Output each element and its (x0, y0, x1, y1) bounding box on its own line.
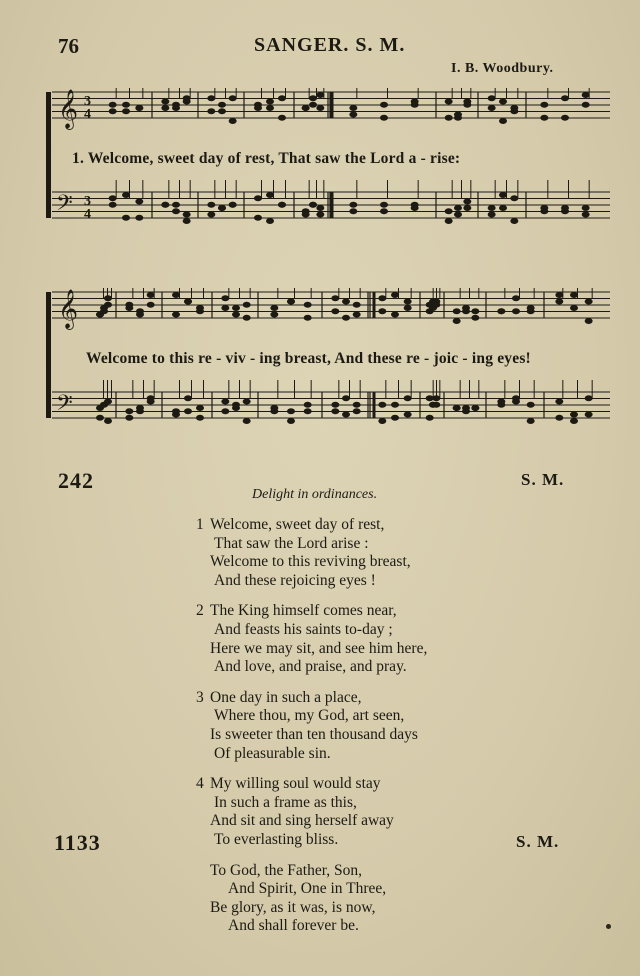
note-head (172, 292, 180, 298)
time-signature: 3 (84, 94, 91, 109)
note-head (183, 212, 191, 218)
note-head (232, 305, 240, 311)
doxology-verse (210, 862, 386, 936)
note-head (463, 99, 471, 105)
note-head (391, 292, 399, 298)
hymn-verses (196, 516, 427, 862)
verse-line: Here we may sit, and see him here, (210, 639, 428, 657)
note-head (432, 395, 440, 401)
note-head (109, 195, 117, 201)
note-head (304, 408, 312, 414)
note-head (353, 402, 361, 408)
note-head (304, 315, 312, 321)
note-head (172, 412, 180, 418)
note-head (561, 205, 569, 211)
time-signature: 4 (84, 207, 91, 222)
note-head (221, 408, 229, 414)
note-head (555, 415, 563, 421)
verse (196, 775, 427, 849)
note-head (270, 312, 278, 318)
note-head (585, 412, 593, 418)
note-head (527, 402, 535, 408)
note-head (555, 292, 563, 298)
verse-line: And feasts his saints to-day ; (214, 620, 393, 638)
time-signature: 4 (84, 107, 91, 122)
note-head (125, 408, 133, 414)
note-head (183, 218, 191, 224)
note-head (229, 202, 237, 208)
treble-clef: 𝄞 (58, 289, 79, 329)
note-head (582, 212, 590, 218)
note-head (380, 202, 388, 208)
note-head (471, 405, 479, 411)
note-head (172, 208, 180, 214)
note-head (499, 205, 507, 211)
note-head (196, 415, 204, 421)
note-head (270, 305, 278, 311)
note-head (147, 399, 155, 405)
note-head (104, 418, 112, 424)
note-head (561, 115, 569, 121)
note-head (125, 305, 133, 311)
note-head (391, 402, 399, 408)
note-head (380, 208, 388, 214)
bass-clef: 𝄢 (56, 191, 73, 221)
note-head (266, 99, 274, 105)
note-head (278, 202, 286, 208)
verse-line: My willing soul would stay (210, 775, 381, 793)
note-head (510, 108, 518, 114)
note-head (136, 408, 144, 414)
note-head (122, 215, 130, 221)
note-head (331, 295, 339, 301)
note-head (135, 199, 143, 205)
note-head (512, 308, 520, 314)
note-head (391, 415, 399, 421)
note-head (432, 299, 440, 305)
note-head (316, 105, 324, 111)
tune-title: SANGER. S. M. (254, 34, 406, 56)
note-head (380, 115, 388, 121)
note-head (207, 202, 215, 208)
note-head (342, 315, 350, 321)
note-head (172, 202, 180, 208)
note-head (378, 418, 386, 424)
note-head (218, 205, 226, 211)
note-head (287, 299, 295, 305)
note-head (378, 295, 386, 301)
note-head (462, 405, 470, 411)
note-head (488, 95, 496, 101)
note-head (499, 118, 507, 124)
note-head (471, 315, 479, 321)
time-signature: 3 (84, 194, 91, 209)
note-head (109, 108, 117, 114)
note-head (287, 418, 295, 424)
note-head (453, 405, 461, 411)
note-head (404, 299, 412, 305)
note-head (184, 299, 192, 305)
note-head (109, 202, 117, 208)
verse-line: And shall forever be. (228, 917, 359, 935)
note-head (243, 302, 251, 308)
note-head (161, 105, 169, 111)
note-head (570, 418, 578, 424)
verse-number: 1 (196, 516, 204, 533)
note-head (488, 212, 496, 218)
note-head (404, 395, 412, 401)
verse-line: Of pleasurable sin. (214, 744, 331, 762)
note-head (353, 408, 361, 414)
verse-number: 2 (196, 602, 204, 620)
note-head (462, 305, 470, 311)
note-head (278, 115, 286, 121)
lyric-line-2: Welcome to this re - viv - ing breast, And these re - joic - ing eyes! (86, 350, 531, 367)
note-head (540, 208, 548, 214)
verse-number: 4 (196, 775, 204, 793)
note-head (147, 292, 155, 298)
note-head (316, 92, 324, 98)
note-head (411, 202, 419, 208)
verse-line: Is sweeter than ten thousand days (210, 725, 418, 743)
note-head (380, 102, 388, 108)
note-head (454, 212, 462, 218)
note-head (304, 402, 312, 408)
note-head (221, 295, 229, 301)
note-head (404, 305, 412, 311)
note-head (411, 102, 419, 108)
bass-clef: 𝄢 (56, 391, 73, 421)
verse-line: And sit and sing herself away (210, 812, 394, 830)
system-brace (46, 292, 51, 418)
verse-line: To everlasting bliss. (214, 830, 339, 848)
note-head (454, 115, 462, 121)
note-head (426, 415, 434, 421)
verse (196, 602, 427, 676)
verse (196, 689, 427, 763)
doxology-number: 1133 (54, 830, 101, 855)
note-head (122, 108, 130, 114)
verse (196, 516, 427, 590)
note-head (582, 205, 590, 211)
note-head (232, 312, 240, 318)
note-head (497, 308, 505, 314)
doxology-meter: S. M. (516, 832, 560, 851)
note-head (555, 299, 563, 305)
note-head (540, 115, 548, 121)
note-head (527, 305, 535, 311)
note-head (404, 412, 412, 418)
verse-line: That saw the Lord arise : (214, 534, 369, 552)
note-head (104, 295, 112, 301)
note-head (221, 399, 229, 405)
note-head (512, 295, 520, 301)
note-head (582, 92, 590, 98)
note-head (316, 205, 324, 211)
note-head (570, 292, 578, 298)
note-head (585, 395, 593, 401)
note-head (147, 302, 155, 308)
note-head (453, 318, 461, 324)
note-head (183, 99, 191, 105)
note-head (196, 305, 204, 311)
verse-line: Where thou, my God, art seen, (214, 707, 405, 725)
note-head (122, 102, 130, 108)
verse-number: 3 (196, 688, 204, 706)
note-head (342, 395, 350, 401)
note-head (254, 215, 262, 221)
note-head (161, 99, 169, 105)
note-head (254, 105, 262, 111)
note-head (342, 299, 350, 305)
note-head (229, 118, 237, 124)
note-head (585, 299, 593, 305)
note-head (229, 95, 237, 101)
note-head (161, 202, 169, 208)
note-head (266, 105, 274, 111)
note-head (122, 192, 130, 198)
note-head (510, 218, 518, 224)
note-head (445, 208, 453, 214)
note-head (570, 305, 578, 311)
note-head (378, 402, 386, 408)
note-head (555, 399, 563, 405)
note-head (512, 399, 520, 405)
note-head (184, 408, 192, 414)
note-head (349, 208, 357, 214)
note-head (243, 399, 251, 405)
note-head (218, 102, 226, 108)
note-head (287, 408, 295, 414)
note-head (349, 105, 357, 111)
note-head (331, 308, 339, 314)
verse-line: And these rejoicing eyes ! (214, 571, 376, 589)
note-head (278, 95, 286, 101)
note-head (582, 102, 590, 108)
verse-line: One day in such a place, (210, 688, 362, 706)
note-head (463, 205, 471, 211)
note-head (316, 212, 324, 218)
note-head (445, 115, 453, 121)
lyric-line-1: 1. Welcome, sweet day of rest, That saw the Lord a - rise: (72, 150, 461, 167)
note-head (309, 95, 317, 101)
note-head (218, 108, 226, 114)
note-head (445, 99, 453, 105)
note-head (463, 199, 471, 205)
note-head (266, 192, 274, 198)
verse-line: The King himself comes near, (210, 602, 397, 620)
verse-line: Welcome to this reviving breast, (210, 553, 411, 571)
note-head (454, 205, 462, 211)
verse-line: Welcome, sweet day of rest, (210, 516, 385, 533)
note-head (266, 218, 274, 224)
treble-clef: 𝄞 (58, 89, 79, 129)
hymn-subtitle: Delight in ordinances. (252, 487, 378, 502)
note-head (104, 302, 112, 308)
composer-credit: I. B. Woodbury. (451, 61, 554, 76)
note-head (349, 112, 357, 118)
note-head (172, 102, 180, 108)
note-head (304, 302, 312, 308)
note-head (232, 402, 240, 408)
note-head (445, 218, 453, 224)
note-head (309, 202, 317, 208)
note-head (172, 312, 180, 318)
verse-line: In such a frame as this, (214, 793, 357, 811)
note-head (488, 105, 496, 111)
note-head (302, 212, 310, 218)
note-head (510, 195, 518, 201)
note-head (349, 202, 357, 208)
note-head (353, 302, 361, 308)
verse-line: To God, the Father, Son, (210, 862, 362, 879)
verse-line: And Spirit, One in Three, (228, 880, 387, 898)
note-head (243, 315, 251, 321)
note-head (104, 399, 112, 405)
note-head (207, 95, 215, 101)
note-head (585, 318, 593, 324)
note-head (391, 312, 399, 318)
note-head (342, 412, 350, 418)
note-head (353, 312, 361, 318)
printer-mark (606, 924, 611, 929)
note-head (135, 105, 143, 111)
note-head (309, 102, 317, 108)
note-head (135, 215, 143, 221)
note-head (570, 412, 578, 418)
note-head (499, 192, 507, 198)
note-head (453, 308, 461, 314)
note-head (221, 305, 229, 311)
note-head (527, 418, 535, 424)
note-head (96, 415, 104, 421)
note-head (109, 102, 117, 108)
note-head (136, 308, 144, 314)
note-head (207, 212, 215, 218)
note-head (270, 408, 278, 414)
note-head (254, 195, 262, 201)
note-head (184, 395, 192, 401)
system-brace (46, 92, 51, 218)
note-head (497, 399, 505, 405)
page-number: 76 (58, 34, 79, 58)
hymn-number: 242 (58, 468, 94, 493)
hymn-meter: S. M. (521, 470, 565, 489)
verse-line: And love, and praise, and pray. (214, 658, 407, 676)
note-head (499, 99, 507, 105)
note-head (331, 408, 339, 414)
note-head (432, 402, 440, 408)
note-head (196, 405, 204, 411)
note-head (471, 308, 479, 314)
note-head (207, 108, 215, 114)
note-head (488, 205, 496, 211)
note-head (331, 402, 339, 408)
note-head (302, 105, 310, 111)
note-head (243, 418, 251, 424)
note-head (540, 102, 548, 108)
verse-line: Be glory, as it was, is now, (210, 898, 376, 916)
note-head (378, 308, 386, 314)
note-head (561, 95, 569, 101)
note-head (125, 415, 133, 421)
